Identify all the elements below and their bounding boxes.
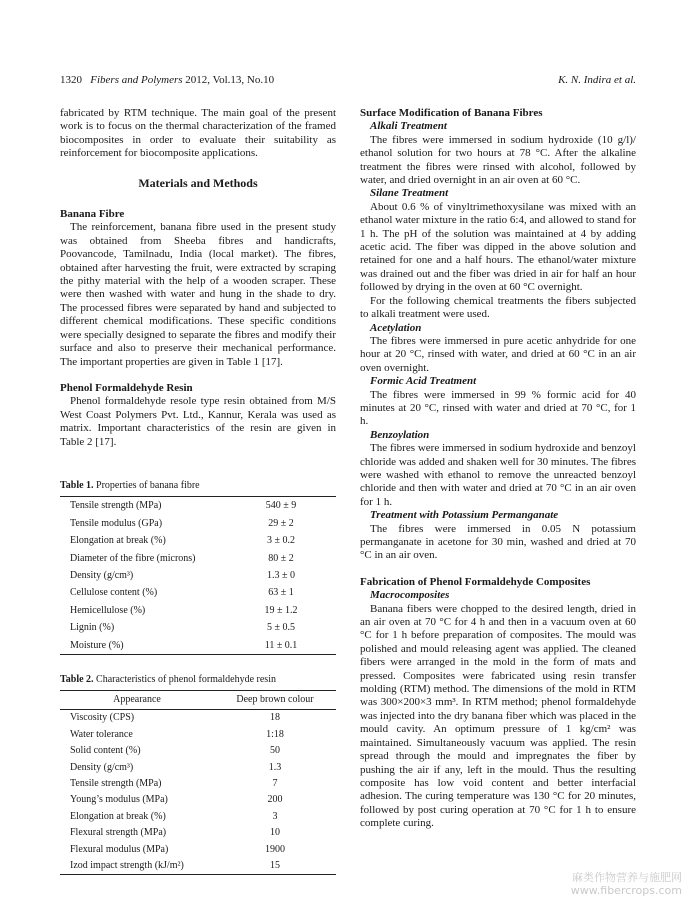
watermark-line2: www.fibercrops.com (570, 884, 682, 897)
table2-header-val: Deep brown colour (214, 691, 336, 709)
benzoylation-heading: Benzoylation (370, 428, 430, 441)
left-column (60, 107, 336, 875)
macrocomposites-heading: Macrocomposites (370, 589, 450, 602)
value-cell: 15 (270, 859, 280, 871)
kmno4-paragraph: The fibres were immersed in 0.05 N potassium permanganate in acetone for 30 min, washed and dried at 70 °C in an air oven. (360, 522, 636, 562)
table-row (60, 759, 336, 775)
value-cell: 80 ± 2 (268, 552, 294, 564)
section-title: Materials and Methods (138, 175, 258, 190)
property-cell: Elongation at break (%) (70, 810, 166, 822)
property-cell: Cellulose content (%) (70, 587, 158, 599)
table-row (60, 808, 336, 824)
property-cell: Tensile strength (MPa) (70, 777, 162, 789)
value-cell: 1.3 ± 0 (267, 569, 295, 581)
table-row (60, 743, 336, 759)
table-row (60, 726, 336, 742)
table1-caption-text: Properties of banana fibre (96, 479, 200, 491)
header-authors: K. N. Indira et al. (558, 74, 636, 86)
banana-fibre-paragraph: The reinforcement, banana fibre used in the present study was obtained from Sheeba fibres and handicrafts, Poovancode, Tamilnadu, India (local market). The fibres, obtained after harvesting the fruit, were extracted by scraping the pithy material with the help of a wooden scraper. These were then washed with water and hung in the shade to dry. The processed fibres were separated by hand and subjected to different chemical modifications. These specific conditions were specially designed to separate the fibres and modify their surface and also to preserve their mechanical performance. The important properties are given in Table 1 [17]. (60, 221, 336, 368)
property-cell: Viscosity (CPS) (70, 712, 135, 724)
table-row (60, 637, 336, 655)
table2-caption (60, 673, 336, 686)
resin-heading: Phenol Formaldehyde Resin (60, 381, 193, 394)
value-cell: 1900 (265, 843, 285, 855)
table-row (60, 619, 336, 636)
property-cell: Lignin (%) (70, 622, 115, 634)
table2-caption-text: Characteristics of phenol formaldehyde resin (96, 674, 276, 685)
table-row (60, 825, 336, 841)
value-cell: 7 (272, 777, 278, 789)
value-cell: 63 ± 1 (268, 587, 294, 599)
value-cell: 1.3 (268, 761, 282, 773)
right-column (360, 107, 636, 831)
property-cell: Tensile strength (MPa) (70, 500, 162, 512)
intro-paragraph: fabricated by RTM technique. The main goal of the present work is to focus on the thermal characterization of the framed biocomposites in order to evaluate their suitability as reinforcement for biocomposite applications. (60, 107, 336, 160)
property-cell: Solid content (%) (70, 745, 141, 757)
table2-label: Table 2. (60, 674, 94, 685)
property-cell: Diameter of the fibre (microns) (70, 552, 196, 564)
property-cell: Young’s modulus (MPa) (70, 794, 168, 806)
following-paragraph: For the following chemical treatments the fibers subjected to alkali treatment were used. (360, 294, 636, 321)
value-cell: 540 ± 9 (265, 500, 297, 512)
formic-paragraph: The fibres were immersed in 99 % formic acid for 40 minutes at 20 °C, rinsed with water and dried at 70 °C, for 1 h. (360, 388, 636, 428)
acetylation-paragraph: The fibres were immersed in pure acetic anhydride for one hour at 20 °C, rinsed with water, and dried at 60 °C in an air oven overnight. (360, 334, 636, 374)
formic-heading: Formic Acid Treatment (370, 375, 477, 388)
property-cell: Izod impact strength (kJ/m²) (70, 859, 184, 871)
property-cell: Flexural strength (MPa) (70, 827, 167, 839)
property-cell: Flexural modulus (MPa) (70, 843, 169, 855)
value-cell: 29 ± 2 (268, 517, 294, 529)
table-row (60, 515, 336, 532)
property-cell: Hemicellulose (%) (70, 604, 146, 616)
table-row (60, 709, 336, 726)
fabrication-heading: Fabrication of Phenol Formaldehyde Composites (360, 575, 591, 588)
macrocomposites-paragraph: Banana fibers were chopped to the desired length, dried in an air oven at 70 °C for 4 h and then in a vacuum oven at 60 °C for 1 h before preparation of composites. The mould was polished and mould releasing agent was applied. The cleaned fibers were arranged in the mold in the form of mats and pressed. Composites were fabricated using resin transfer molding (RTM) method. The dimensions of the mold in RTM was 300×200×3 mm³. In RTM method; phenol formaldehyde was injected into the dry banana fiber which was placed in the mould cavity. An optimum pressure of 1 kg/cm² was maintained. Simultaneously vacuum was applied. The resin spread through the mould and impregnates the fiber by pushing the air if any, left in the mould. Thus the resulting composite has low void content and better interfacial adhesion. The curing temperature was 130 °C for 20 minutes, followed by post curing operation at 70 °C for 1 h to ensure complete curing. (360, 602, 636, 830)
value-cell: 200 (267, 794, 283, 806)
value-cell: 3 ± 0.2 (267, 535, 295, 547)
table2 (60, 690, 336, 874)
page-number: 1320 (60, 74, 82, 86)
banana-fibre-heading: Banana Fibre (60, 208, 125, 221)
property-cell: Density (g/cm³) (70, 569, 134, 581)
table-row (60, 841, 336, 857)
property-cell: Tensile modulus (GPa) (70, 517, 163, 529)
watermark-line1: 麻类作物营养与施肥网 (572, 871, 682, 884)
value-cell: 3 (272, 810, 278, 822)
table-row (60, 497, 336, 515)
table-row (60, 584, 336, 601)
table-row (60, 775, 336, 791)
table-row (60, 792, 336, 808)
alkali-paragraph: The fibres were immersed in sodium hydroxide (10 g/l)/ ethanol solution for two hours at 78 °C. After the alkaline treatment the fibres were rinsed with alcohol, followed by water, and dried overnight in an air oven at 60 °C. (360, 133, 636, 187)
table2-header-row (60, 691, 336, 709)
acetylation-heading: Acetylation (370, 321, 422, 334)
table-row (60, 550, 336, 567)
journal-name: Fibers and Polymers (90, 74, 183, 86)
resin-paragraph: Phenol formaldehyde resole type resin obtained from M/S West Coast Polymers Pvt. Ltd., Kannur, Kerala was used as matrix. Important characteristics of the resin are given in Table 2 [17]. (60, 395, 336, 448)
table1-label: Table 1. (60, 479, 94, 491)
table-row (60, 602, 336, 619)
value-cell: 18 (270, 712, 280, 724)
header-left (60, 74, 274, 86)
table2-header-prop: Appearance (60, 691, 214, 709)
year-volume: 2012, Vol.13, No.10 (185, 74, 275, 86)
table-row (60, 857, 336, 874)
value-cell: 19 ± 1.2 (264, 604, 298, 616)
table-row (60, 532, 336, 549)
table1-caption (60, 479, 336, 492)
benzoylation-paragraph: The fibres were immersed in sodium hydroxide and benzoyl chloride was added and shaken well for 30 minutes. The fibres were washed with ethanol to remove the unreacted benzoyl chloride and then with water and dried at 70 °C in an air oven for 1 h. (360, 442, 636, 508)
value-cell: 5 ± 0.5 (267, 622, 295, 634)
property-cell: Water tolerance (70, 728, 133, 740)
silane-paragraph: About 0.6 % of vinyltrimethoxysilane was mixed with an ethanol water mixture in the ratio 6:4, and allowed to stand for 1 h. The pH of the solution was maintained at 4 by adding acetic acid. The fiber was dipped in the above solution and retained for one and a half hours. The ethanol/water mixture was drained out and the fiber was dried in air for half an hour followed by drying in the oven at 60 °C overnight. (360, 200, 636, 294)
value-cell: 10 (270, 827, 280, 839)
alkali-heading: Alkali Treatment (370, 120, 447, 133)
value-cell: 1:18 (266, 728, 284, 740)
property-cell: Elongation at break (%) (70, 535, 166, 547)
property-cell: Moisture (%) (70, 639, 124, 651)
value-cell: 11 ± 0.1 (264, 639, 298, 651)
running-header (60, 74, 636, 88)
value-cell: 50 (270, 745, 280, 757)
table-row (60, 567, 336, 584)
watermark (571, 871, 682, 897)
surface-mod-heading: Surface Modification of Banana Fibres (360, 107, 543, 119)
silane-heading: Silane Treatment (370, 187, 449, 200)
table1 (60, 496, 336, 655)
kmno4-heading: Treatment with Potassium Permanganate (370, 509, 559, 522)
property-cell: Density (g/cm³) (70, 761, 134, 773)
